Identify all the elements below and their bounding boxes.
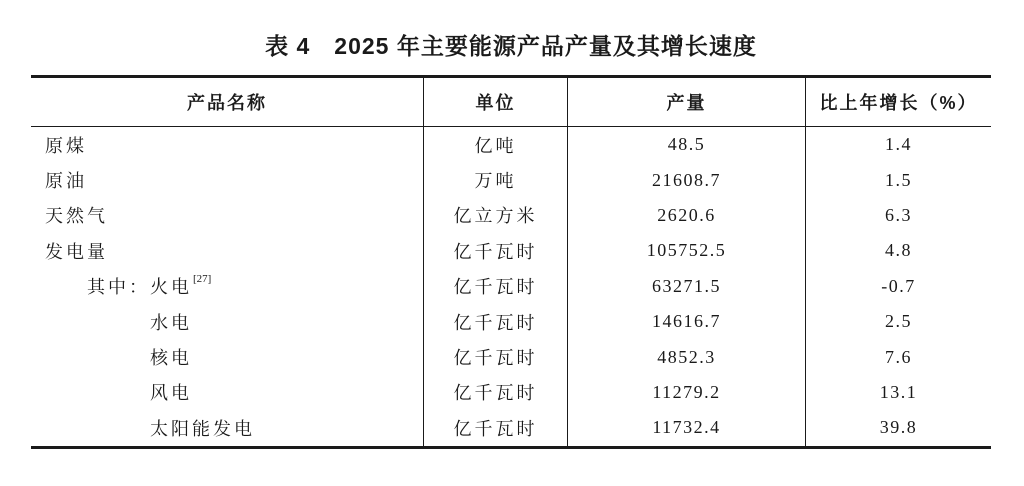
product-name-label: 天然气 bbox=[45, 206, 108, 227]
table-title: 表 4 2025 年主要能源产品产量及其增长速度 bbox=[265, 33, 757, 59]
product-name-cell bbox=[31, 375, 424, 410]
product-name-label: 原煤 bbox=[45, 135, 87, 156]
product-name-label: 火电 bbox=[150, 277, 192, 298]
table-row bbox=[31, 304, 991, 339]
product-name-label: 核电 bbox=[150, 348, 192, 369]
product-name-cell bbox=[31, 410, 424, 445]
unit-cell: 亿立方米 bbox=[424, 198, 568, 233]
table-row bbox=[31, 233, 991, 268]
unit-cell: 亿千瓦时 bbox=[424, 269, 568, 304]
growth-value-cell: 6.3 bbox=[885, 204, 912, 225]
product-name-label: 发电量 bbox=[45, 241, 108, 262]
header-cell-unit: 单位 bbox=[424, 78, 568, 126]
product-name-cell bbox=[31, 162, 424, 197]
output-value-cell: 21608.7 bbox=[568, 162, 806, 197]
growth-value-cell: 1.4 bbox=[885, 134, 912, 155]
header-cell-output: 产量 bbox=[568, 78, 806, 126]
output-value-cell: 11279.2 bbox=[568, 375, 806, 410]
table-row bbox=[31, 198, 991, 233]
product-name-cell bbox=[31, 269, 424, 304]
product-name-label: 风电 bbox=[150, 383, 192, 404]
table-row bbox=[31, 269, 991, 304]
unit-cell: 亿千瓦时 bbox=[424, 304, 568, 339]
header-cell-product-name: 产品名称 bbox=[31, 78, 424, 126]
output-value-cell: 2620.6 bbox=[568, 198, 806, 233]
product-name-cell bbox=[31, 339, 424, 374]
growth-value-cell: 39.8 bbox=[879, 417, 918, 438]
product-name-label: 太阳能发电 bbox=[150, 418, 255, 439]
growth-value-cell: 1.5 bbox=[885, 169, 912, 190]
output-value-cell: 105752.5 bbox=[568, 233, 806, 268]
product-name-cell bbox=[31, 304, 424, 339]
output-value-cell: 11732.4 bbox=[568, 410, 806, 445]
growth-value-cell: 13.1 bbox=[879, 381, 918, 402]
product-name-cell bbox=[31, 233, 424, 268]
product-name-label: 原油 bbox=[45, 171, 87, 192]
table-row bbox=[31, 410, 991, 445]
unit-cell: 亿千瓦时 bbox=[424, 233, 568, 268]
growth-value-cell: 7.6 bbox=[885, 346, 912, 367]
energy-products-table bbox=[31, 75, 991, 449]
row-prefix-label: 其中： bbox=[87, 277, 150, 298]
unit-cell: 亿千瓦时 bbox=[424, 410, 568, 445]
output-value-cell: 14616.7 bbox=[568, 304, 806, 339]
table-body bbox=[31, 127, 991, 446]
footnote-superscript: [27] bbox=[193, 273, 212, 286]
product-name-cell bbox=[31, 198, 424, 233]
output-value-cell: 4852.3 bbox=[568, 339, 806, 374]
output-value-cell: 48.5 bbox=[568, 127, 806, 162]
header-cell-growth: 比上年增长（%） bbox=[819, 93, 978, 113]
unit-cell: 万吨 bbox=[424, 162, 568, 197]
product-name-label: 水电 bbox=[150, 312, 192, 333]
unit-cell: 亿千瓦时 bbox=[424, 375, 568, 410]
growth-value-cell: 4.8 bbox=[885, 240, 912, 261]
table-row bbox=[31, 339, 991, 374]
product-name-cell bbox=[31, 127, 424, 162]
growth-value-cell: -0.7 bbox=[881, 275, 916, 296]
unit-cell: 亿千瓦时 bbox=[424, 339, 568, 374]
table-row bbox=[31, 375, 991, 410]
table-header-row bbox=[31, 78, 991, 127]
unit-cell: 亿吨 bbox=[424, 127, 568, 162]
table-row bbox=[31, 127, 991, 162]
output-value-cell: 63271.5 bbox=[568, 269, 806, 304]
growth-value-cell: 2.5 bbox=[885, 311, 912, 332]
table-row bbox=[31, 162, 991, 197]
